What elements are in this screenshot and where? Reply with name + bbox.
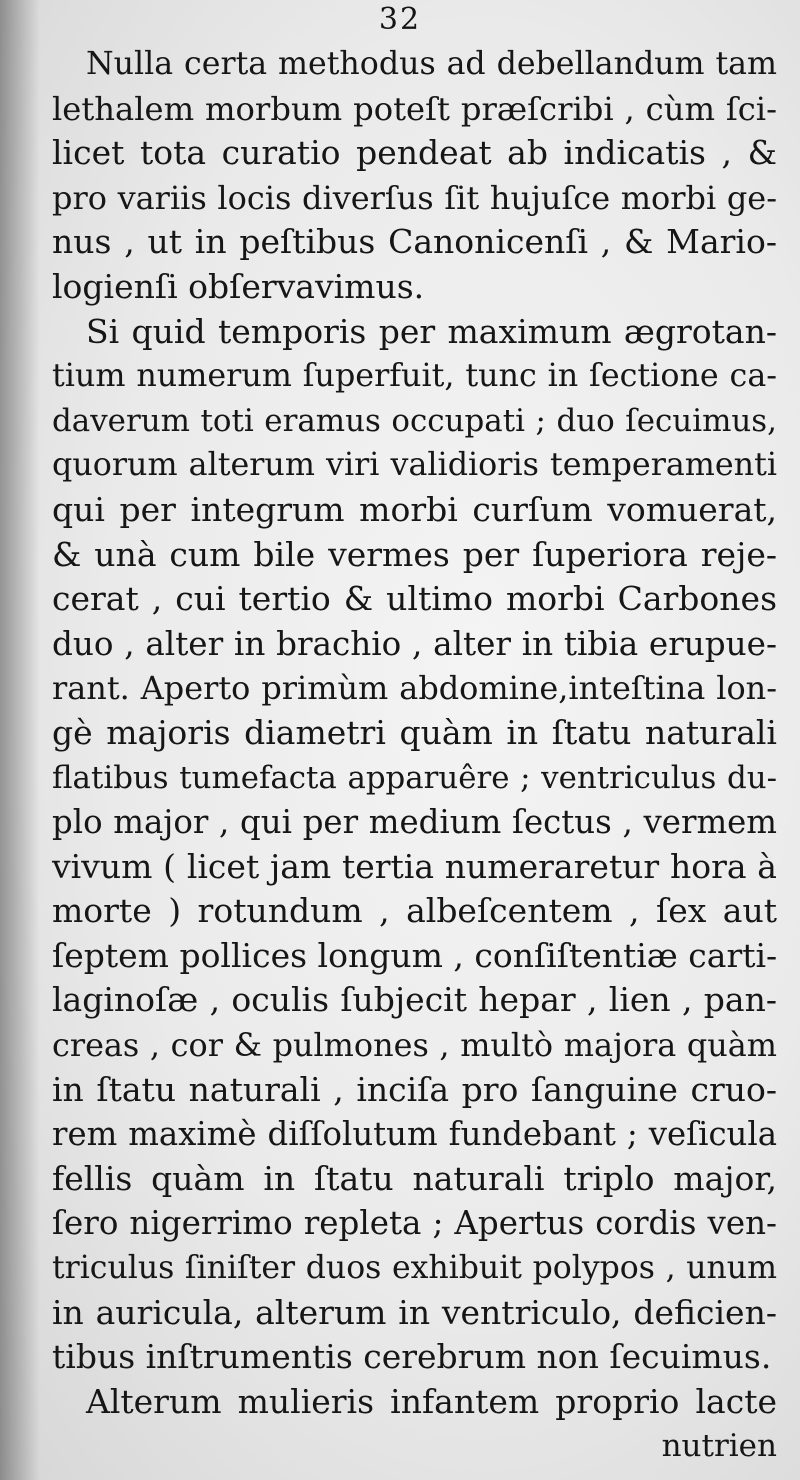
text-line: daverum toti eramus occupati ; duo ſecuimus, (52, 402, 777, 439)
text-line: cerat , cui tertio & ultimo morbi Carbones (52, 579, 777, 619)
text-line: rem maximè diſſolutum fundebant ; veſicula (52, 1115, 777, 1154)
text-line: licet tota curatio pendeat ab indicatis , & (52, 133, 777, 173)
page-number: 32 (378, 2, 422, 37)
paragraph (52, 42, 777, 310)
text-line: qui per integrum morbi curſum vomuerat, (52, 489, 777, 529)
text-line: quorum alterum viri validioris temperamenti (52, 447, 777, 484)
text-line: laginoſæ , oculis ſubjecit hepar , lien , pan- (52, 980, 777, 1020)
text-line: rant. Aperto primùm abdomine,inteſtina lon- (52, 669, 777, 708)
text-line: in auricula, alterum in ventriculo, deficien- (52, 1292, 777, 1332)
text-line: logienſi obſervavimus. (52, 266, 425, 306)
text-line: flatibus tumefacta apparuêre ; ventriculus du- (52, 759, 777, 796)
gutter-shadow (0, 0, 40, 1480)
text-line: vivum ( licet jam tertia numeraretur hora à (52, 846, 777, 886)
text-line: lethalem morbum poteſt præſcribi , cùm ſci- (52, 89, 777, 128)
text-line: in ſtatu naturali , inciſa pro ſanguine cruo- (52, 1069, 777, 1109)
text-line: morte ) rotundum , albeſcentem , ſex aut (52, 891, 777, 931)
text-line: tium numerum ſuperfuit, tunc in ſectione ca- (52, 358, 777, 395)
text-line: ſero nigerrimo repleta ; Apertus cordis ven- (52, 1204, 777, 1243)
text-line: fellis quàm in ſtatu naturali triplo major, (52, 1158, 777, 1198)
text-line: gè majoris diametri quàm in ſtatu naturali (52, 712, 777, 752)
text-line: nus , ut in peſtibus Canonicenſi , & Mario- (52, 222, 777, 262)
text-line: ſeptem pollices longum , conſiſtentiæ carti- (52, 935, 778, 975)
text-line: plo major , qui per medium ſectus , vermem (52, 803, 777, 842)
paragraph (52, 310, 777, 1380)
text-line: pro variis locis diverſus ſit hujuſce morbi ge- (52, 178, 777, 217)
text-line: & unà cum bile vermes per ſuperiora reje- (52, 534, 777, 574)
text-line: creas , cor & pulmones , multò majora quàm (52, 1026, 777, 1065)
text-line: duo , alter in brachio , alter in tibia erupue- (52, 624, 777, 663)
body-text (52, 42, 777, 1469)
text-line: Nulla certa methodus ad debellandum tam (86, 46, 777, 82)
text-line: tibus inſtrumentis cerebrum non ſecuimus. (52, 1337, 772, 1377)
text-line: Alterum mulieris infantem proprio lacte (86, 1381, 777, 1421)
catchword: nutrien (661, 1428, 777, 1465)
text-line: triculus ſiniſter duos exhibuit polypos , unum (52, 1250, 777, 1287)
text-line: Si quid temporis per maximum ægrotan- (86, 311, 777, 351)
paragraph (52, 1380, 777, 1425)
